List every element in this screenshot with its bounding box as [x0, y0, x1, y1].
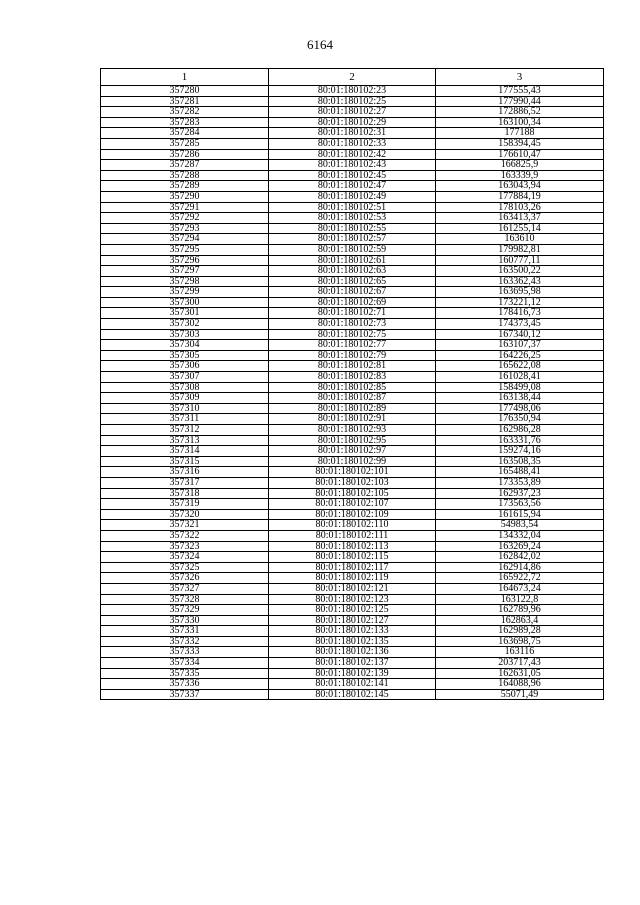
value-cell: 162842,02 [436, 552, 604, 563]
cadastral-number-cell: 80:01:180102:49 [269, 191, 436, 202]
row-number-cell: 357284 [101, 128, 269, 139]
table-row [101, 372, 604, 383]
cadastral-number-cell: 80:01:180102:101 [269, 467, 436, 478]
table-row [101, 128, 604, 139]
row-number-cell: 357330 [101, 615, 269, 626]
cadastral-number-cell: 80:01:180102:51 [269, 202, 436, 213]
row-number-cell: 357333 [101, 647, 269, 658]
cadastral-number-cell: 80:01:180102:141 [269, 679, 436, 690]
table-row [101, 393, 604, 404]
row-number-cell: 357324 [101, 552, 269, 563]
value-cell: 166825,9 [436, 160, 604, 171]
cadastral-number-cell: 80:01:180102:69 [269, 297, 436, 308]
value-cell: 164226,25 [436, 350, 604, 361]
table-row [101, 403, 604, 414]
cadastral-number-cell: 80:01:180102:95 [269, 435, 436, 446]
value-cell: 55071,49 [436, 689, 604, 700]
row-number-cell: 357335 [101, 668, 269, 679]
cadastral-number-cell: 80:01:180102:119 [269, 573, 436, 584]
row-number-cell: 357303 [101, 329, 269, 340]
value-cell: 162789,96 [436, 605, 604, 616]
row-number-cell: 357299 [101, 287, 269, 298]
cadastral-number-cell: 80:01:180102:135 [269, 636, 436, 647]
cadastral-number-cell: 80:01:180102:33 [269, 138, 436, 149]
value-cell: 177498,06 [436, 403, 604, 414]
cadastral-number-cell: 80:01:180102:107 [269, 499, 436, 510]
table-row [101, 297, 604, 308]
table-row [101, 499, 604, 510]
row-number-cell: 357334 [101, 658, 269, 669]
value-cell: 163413,37 [436, 213, 604, 224]
table-row [101, 149, 604, 160]
value-cell: 162989,28 [436, 626, 604, 637]
value-cell: 163508,35 [436, 456, 604, 467]
value-cell: 162986,28 [436, 425, 604, 436]
table-row [101, 266, 604, 277]
value-cell: 177990,44 [436, 96, 604, 107]
value-cell: 159274,16 [436, 446, 604, 457]
row-number-cell: 357319 [101, 499, 269, 510]
cadastral-number-cell: 80:01:180102:57 [269, 234, 436, 245]
table-row [101, 361, 604, 372]
value-cell: 163116 [436, 647, 604, 658]
table-row [101, 223, 604, 234]
row-number-cell: 357313 [101, 435, 269, 446]
row-number-cell: 357306 [101, 361, 269, 372]
value-cell: 176610,47 [436, 149, 604, 160]
cadastral-number-cell: 80:01:180102:97 [269, 446, 436, 457]
table-row [101, 287, 604, 298]
value-cell: 163100,34 [436, 117, 604, 128]
cadastral-number-cell: 80:01:180102:117 [269, 562, 436, 573]
cadastral-number-cell: 80:01:180102:121 [269, 583, 436, 594]
value-cell: 161255,14 [436, 223, 604, 234]
row-number-cell: 357309 [101, 393, 269, 404]
value-cell: 176350,94 [436, 414, 604, 425]
cadastral-number-cell: 80:01:180102:113 [269, 541, 436, 552]
value-cell: 165488,41 [436, 467, 604, 478]
cadastral-number-cell: 80:01:180102:29 [269, 117, 436, 128]
row-number-cell: 357316 [101, 467, 269, 478]
table-row [101, 509, 604, 520]
value-cell: 164088,96 [436, 679, 604, 690]
table-row [101, 626, 604, 637]
table-row [101, 488, 604, 499]
row-number-cell: 357283 [101, 117, 269, 128]
table-row [101, 562, 604, 573]
cadastral-number-cell: 80:01:180102:123 [269, 594, 436, 605]
table-row [101, 191, 604, 202]
table-row [101, 605, 604, 616]
table-row [101, 425, 604, 436]
value-cell: 158394,45 [436, 138, 604, 149]
cadastral-number-cell: 80:01:180102:71 [269, 308, 436, 319]
row-number-cell: 357296 [101, 255, 269, 266]
table-row [101, 308, 604, 319]
column-header-2: 2 [269, 69, 436, 86]
table-row [101, 467, 604, 478]
value-cell: 163043,94 [436, 181, 604, 192]
row-number-cell: 357288 [101, 170, 269, 181]
page-number: 6164 [307, 37, 333, 52]
value-cell: 162937,23 [436, 488, 604, 499]
cadastral-number-cell: 80:01:180102:91 [269, 414, 436, 425]
value-cell: 165622,08 [436, 361, 604, 372]
cadastral-number-cell: 80:01:180102:59 [269, 244, 436, 255]
row-number-cell: 357295 [101, 244, 269, 255]
value-cell: 178416,73 [436, 308, 604, 319]
value-cell: 163362,43 [436, 276, 604, 287]
table-row [101, 350, 604, 361]
table-row [101, 414, 604, 425]
cadastral-number-cell: 80:01:180102:110 [269, 520, 436, 531]
cadastral-number-cell: 80:01:180102:89 [269, 403, 436, 414]
row-number-cell: 357297 [101, 266, 269, 277]
table-row [101, 382, 604, 393]
value-cell: 163107,37 [436, 340, 604, 351]
value-cell: 165922,72 [436, 573, 604, 584]
cadastral-number-cell: 80:01:180102:105 [269, 488, 436, 499]
table-row [101, 276, 604, 287]
row-number-cell: 357302 [101, 319, 269, 330]
cadastral-number-cell: 80:01:180102:77 [269, 340, 436, 351]
row-number-cell: 357315 [101, 456, 269, 467]
cadastral-number-cell: 80:01:180102:53 [269, 213, 436, 224]
row-number-cell: 357294 [101, 234, 269, 245]
cadastral-number-cell: 80:01:180102:136 [269, 647, 436, 658]
table-row [101, 117, 604, 128]
cadastral-number-cell: 80:01:180102:133 [269, 626, 436, 637]
cadastral-number-cell: 80:01:180102:23 [269, 86, 436, 97]
table-row [101, 583, 604, 594]
table-row [101, 456, 604, 467]
row-number-cell: 357305 [101, 350, 269, 361]
value-cell: 174373,45 [436, 319, 604, 330]
row-number-cell: 357285 [101, 138, 269, 149]
value-cell: 134332,04 [436, 530, 604, 541]
value-cell: 160777,11 [436, 255, 604, 266]
column-header-3: 3 [436, 69, 604, 86]
row-number-cell: 357298 [101, 276, 269, 287]
table-row [101, 520, 604, 531]
table-row [101, 541, 604, 552]
table-row [101, 636, 604, 647]
value-cell: 172886,52 [436, 107, 604, 118]
row-number-cell: 357327 [101, 583, 269, 594]
table-row [101, 594, 604, 605]
table-row [101, 679, 604, 690]
table-row [101, 213, 604, 224]
value-cell: 162863,4 [436, 615, 604, 626]
row-number-cell: 357281 [101, 96, 269, 107]
cadastral-number-cell: 80:01:180102:25 [269, 96, 436, 107]
cadastral-number-cell: 80:01:180102:63 [269, 266, 436, 277]
value-cell: 163122,8 [436, 594, 604, 605]
value-cell: 163695,98 [436, 287, 604, 298]
row-number-cell: 357331 [101, 626, 269, 637]
row-number-cell: 357301 [101, 308, 269, 319]
row-number-cell: 357328 [101, 594, 269, 605]
value-cell: 163339,9 [436, 170, 604, 181]
table-row [101, 446, 604, 457]
row-number-cell: 357291 [101, 202, 269, 213]
cadastral-number-cell: 80:01:180102:83 [269, 372, 436, 383]
table-row [101, 170, 604, 181]
value-cell: 54983,54 [436, 520, 604, 531]
table-row [101, 573, 604, 584]
value-cell: 179982,81 [436, 244, 604, 255]
cadastral-number-cell: 80:01:180102:81 [269, 361, 436, 372]
row-number-cell: 357287 [101, 160, 269, 171]
value-cell: 203717,43 [436, 658, 604, 669]
table-row [101, 202, 604, 213]
table-row [101, 530, 604, 541]
value-cell: 162631,05 [436, 668, 604, 679]
row-number-cell: 357300 [101, 297, 269, 308]
row-number-cell: 357317 [101, 477, 269, 488]
row-number-cell: 357290 [101, 191, 269, 202]
cadastral-number-cell: 80:01:180102:145 [269, 689, 436, 700]
cadastral-number-cell: 80:01:180102:47 [269, 181, 436, 192]
cadastral-number-cell: 80:01:180102:61 [269, 255, 436, 266]
value-cell: 162914,86 [436, 562, 604, 573]
cadastral-number-cell: 80:01:180102:79 [269, 350, 436, 361]
cadastral-number-cell: 80:01:180102:93 [269, 425, 436, 436]
value-cell: 167340,12 [436, 329, 604, 340]
data-table [100, 68, 604, 700]
column-header-1: 1 [101, 69, 269, 86]
row-number-cell: 357292 [101, 213, 269, 224]
cadastral-number-cell: 80:01:180102:65 [269, 276, 436, 287]
value-cell: 164673,24 [436, 583, 604, 594]
cadastral-number-cell: 80:01:180102:87 [269, 393, 436, 404]
value-cell: 161028,41 [436, 372, 604, 383]
cadastral-number-cell: 80:01:180102:111 [269, 530, 436, 541]
cadastral-number-cell: 80:01:180102:137 [269, 658, 436, 669]
row-number-cell: 357337 [101, 689, 269, 700]
cadastral-number-cell: 80:01:180102:43 [269, 160, 436, 171]
cadastral-number-cell: 80:01:180102:73 [269, 319, 436, 330]
row-number-cell: 357329 [101, 605, 269, 616]
row-number-cell: 357310 [101, 403, 269, 414]
table-row [101, 647, 604, 658]
value-cell: 163138,44 [436, 393, 604, 404]
cadastral-number-cell: 80:01:180102:31 [269, 128, 436, 139]
table-row [101, 329, 604, 340]
table-row [101, 435, 604, 446]
cadastral-number-cell: 80:01:180102:99 [269, 456, 436, 467]
row-number-cell: 357289 [101, 181, 269, 192]
cadastral-number-cell: 80:01:180102:103 [269, 477, 436, 488]
value-cell: 163269,24 [436, 541, 604, 552]
row-number-cell: 357304 [101, 340, 269, 351]
table-row [101, 244, 604, 255]
row-number-cell: 357326 [101, 573, 269, 584]
table-row [101, 658, 604, 669]
value-cell: 173353,89 [436, 477, 604, 488]
row-number-cell: 357320 [101, 509, 269, 520]
table-row [101, 689, 604, 700]
table-row [101, 234, 604, 245]
row-number-cell: 357314 [101, 446, 269, 457]
table-row [101, 668, 604, 679]
value-cell: 177188 [436, 128, 604, 139]
row-number-cell: 357325 [101, 562, 269, 573]
cadastral-number-cell: 80:01:180102:42 [269, 149, 436, 160]
table-row [101, 86, 604, 97]
cadastral-number-cell: 80:01:180102:45 [269, 170, 436, 181]
table-row [101, 552, 604, 563]
table-row [101, 107, 604, 118]
row-number-cell: 357323 [101, 541, 269, 552]
table-row [101, 160, 604, 171]
value-cell: 173563,56 [436, 499, 604, 510]
table-header-row [101, 69, 604, 86]
cadastral-number-cell: 80:01:180102:115 [269, 552, 436, 563]
table-row [101, 138, 604, 149]
table-row [101, 319, 604, 330]
value-cell: 163610 [436, 234, 604, 245]
cadastral-number-cell: 80:01:180102:75 [269, 329, 436, 340]
cadastral-number-cell: 80:01:180102:67 [269, 287, 436, 298]
cadastral-number-cell: 80:01:180102:125 [269, 605, 436, 616]
cadastral-number-cell: 80:01:180102:109 [269, 509, 436, 520]
value-cell: 158499,08 [436, 382, 604, 393]
row-number-cell: 357322 [101, 530, 269, 541]
cadastral-number-cell: 80:01:180102:27 [269, 107, 436, 118]
row-number-cell: 357293 [101, 223, 269, 234]
row-number-cell: 357332 [101, 636, 269, 647]
value-cell: 173221,12 [436, 297, 604, 308]
table-row [101, 615, 604, 626]
value-cell: 178103,26 [436, 202, 604, 213]
row-number-cell: 357280 [101, 86, 269, 97]
row-number-cell: 357286 [101, 149, 269, 160]
row-number-cell: 357321 [101, 520, 269, 531]
table-row [101, 181, 604, 192]
table-row [101, 477, 604, 488]
row-number-cell: 357282 [101, 107, 269, 118]
row-number-cell: 357311 [101, 414, 269, 425]
cadastral-number-cell: 80:01:180102:139 [269, 668, 436, 679]
value-cell: 163698,75 [436, 636, 604, 647]
cadastral-number-cell: 80:01:180102:85 [269, 382, 436, 393]
value-cell: 163331,76 [436, 435, 604, 446]
value-cell: 177555,43 [436, 86, 604, 97]
table-row [101, 340, 604, 351]
cadastral-number-cell: 80:01:180102:55 [269, 223, 436, 234]
table-row [101, 255, 604, 266]
table-body [101, 86, 604, 700]
row-number-cell: 357318 [101, 488, 269, 499]
table-row [101, 96, 604, 107]
cadastral-number-cell: 80:01:180102:127 [269, 615, 436, 626]
value-cell: 163500,22 [436, 266, 604, 277]
row-number-cell: 357308 [101, 382, 269, 393]
row-number-cell: 357312 [101, 425, 269, 436]
row-number-cell: 357307 [101, 372, 269, 383]
value-cell: 177884,19 [436, 191, 604, 202]
row-number-cell: 357336 [101, 679, 269, 690]
value-cell: 161615,94 [436, 509, 604, 520]
